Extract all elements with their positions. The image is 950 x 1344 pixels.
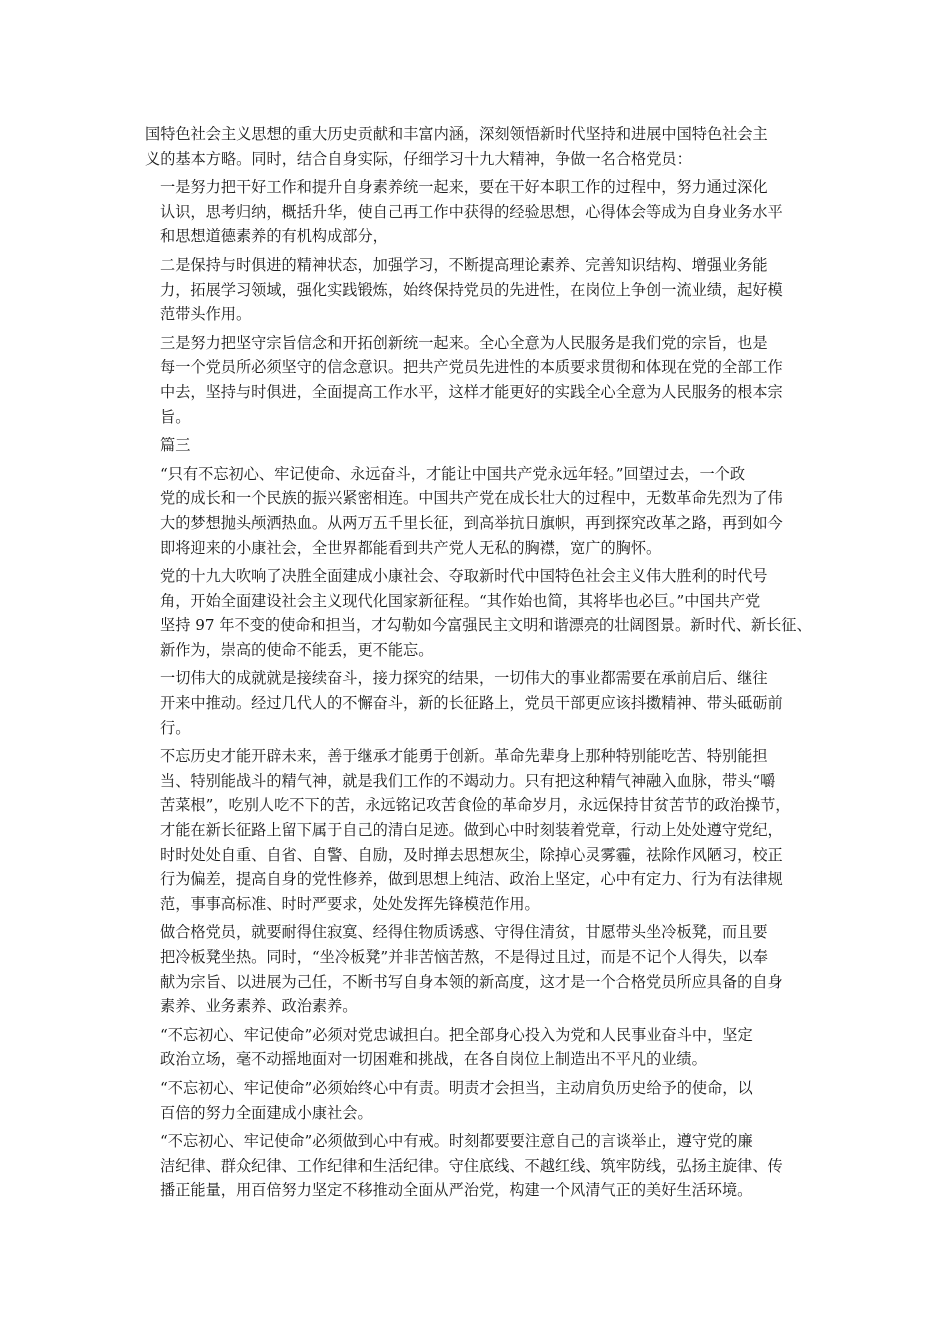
- text-line: 不忘历史才能开辟未来，善于继承才能勇于创新。革命先辈身上那种特别能吃苦、特别能担: [160, 747, 768, 766]
- text-line: “不忘初心、牢记使命”必须对党忠诚担白。把全部身心投入为党和人民事业奋斗中，坚定: [160, 1025, 753, 1044]
- paragraph: [145, 122, 817, 171]
- text-line: 党的十九大吹响了决胜全面建成小康社会、夺取新时代中国特色社会主义伟大胜利的时代号: [160, 567, 768, 586]
- paragraph: [145, 175, 817, 249]
- text-line: 开来中推动。经过几代人的不懈奋斗，新的长征路上，党员干部更应该抖擞精神、带头砥砺前: [160, 694, 783, 713]
- text-line: 做合格党员，就要耐得住寂寞、经得住物质诱惑、守得住清贫，甘愿带头坐冷板凳，而且要: [160, 923, 768, 942]
- text-line: 二是保持与时俱进的精神状态，加强学习，不断提高理论素养、完善知识结构、增强业务能: [160, 255, 768, 274]
- paragraph: [145, 920, 817, 1018]
- text-line: 当、特别能战斗的精气神，就是我们工作的不竭动力。只有把这种精气神融入血脉，带头“嚼: [160, 771, 776, 790]
- text-line: 苦菜根”，吃别人吃不下的苦，永远铭记攻苦食俭的革命岁月，永远保持甘贫苦节的政治操节，: [160, 796, 791, 815]
- text-line: 行。: [160, 718, 191, 737]
- document-body: [145, 122, 817, 1207]
- text-line: 认识，思考归纳，概括升华，使自己再工作中获得的经验思想，心得体会等成为自身业务水平: [160, 202, 783, 221]
- text-line: 角，开始全面建设社会主义现代化国家新征程。“其作始也简，其将毕也必巨。”中国共产党: [160, 591, 761, 610]
- paragraph: [145, 1129, 817, 1203]
- text-line: 中去，坚持与时俱进，全面提高工作水平，这样才能更好的实践全心全意为人民服务的根本宗: [160, 382, 783, 401]
- text-line: 旨。: [160, 407, 191, 426]
- paragraph: [145, 744, 817, 916]
- text-line: 范带头作用。: [160, 305, 252, 324]
- text-line: 义的基本方略。同时，结合自身实际，仔细学习十九大精神，争做一名合格党员：: [145, 149, 692, 168]
- text-line: “不忘初心、牢记使命”必须做到心中有戒。时刻都要要注意自己的言谈举止，遵守党的廉: [160, 1132, 753, 1151]
- text-line: 百倍的努力全面建成小康社会。: [160, 1103, 373, 1122]
- text-line: 三是努力把坚守宗旨信念和开拓创新统一起来。全心全意为人民服务是我们党的宗旨，也是: [160, 333, 768, 352]
- text-line: 党的成长和一个民族的振兴紧密相连。中国共产党在成长壮大的过程中，无数革命先烈为了伟: [160, 489, 783, 508]
- text-line: 行为偏差，提高自身的党性修养，做到思想上纯洁、政治上坚定，心中有定力、行为有法律规: [160, 870, 783, 889]
- paragraph: [145, 564, 817, 662]
- text-line: 坚持 97 年不变的使命和担当，才勾勒如今富强民主文明和谐漂亮的壮阔图景。新时代、新长征、: [160, 616, 812, 635]
- text-line: 国特色社会主义思想的重大历史贡献和丰富内涵，深刻领悟新时代坚持和进展中国特色社会主: [145, 125, 768, 143]
- text-line: 即将迎来的小康社会，全世界都能看到共产党人无私的胸襟，宽广的胸怀。: [160, 538, 662, 557]
- paragraph: [145, 253, 817, 327]
- text-line: 一切伟大的成就就是接续奋斗，接力探究的结果，一切伟大的事业都需要在承前启后、继往: [160, 669, 768, 688]
- text-line: 新作为，崇高的使命不能丢，更不能忘。: [160, 640, 434, 659]
- text-line: 大的梦想抛头颅洒热血。从两万五千里长征，到高举抗日旗帜，再到探究改革之路，再到如今: [160, 513, 783, 532]
- text-line: 素养、业务素养、政治素养。: [160, 997, 358, 1016]
- text-line: 播正能量，用百倍努力坚定不移推动全面从严治党，构建一个风清气正的美好生活环境。: [160, 1181, 753, 1200]
- text-line: 范，事事高标准、时时严要求，处处发挥先锋模范作用。: [160, 894, 540, 913]
- paragraph: [145, 331, 817, 429]
- text-line: 篇三: [160, 436, 191, 455]
- text-line: 把冷板凳坐热。同时，“坐冷板凳”并非苦恼苦熬，不是得过且过，而是不记个人得失，以奉: [160, 948, 768, 966]
- text-line: 洁纪律、群众纪律、工作纪律和生活纪律。守住底线、不越红线、筑牢防线，弘扬主旋律、传: [160, 1156, 783, 1175]
- text-line: 献为宗旨、以进展为己任，不断书写自身本领的新高度，这才是一个合格党员所应具备的自身: [160, 972, 783, 991]
- paragraph: [145, 433, 817, 458]
- text-line: 和思想道德素养的有机构成部分，: [160, 227, 388, 246]
- text-line: “不忘初心、牢记使命”必须始终心中有责。明责才会担当，主动肩负历史给予的使命，以: [160, 1078, 753, 1097]
- text-line: “只有不忘初心、牢记使命、永远奋斗，才能让中国共产党永远年轻。”回望过去，一个政: [160, 464, 746, 483]
- paragraph: [145, 666, 817, 740]
- text-line: 政治立场，毫不动摇地面对一切困难和挑战，在各自岗位上制造出不平凡的业绩。: [160, 1050, 707, 1069]
- text-line: 一是努力把干好工作和提升自身素养统一起来，要在干好本职工作的过程中，努力通过深化: [160, 178, 768, 197]
- text-line: 力，拓展学习领域，强化实践锻炼，始终保持党员的先进性，在岗位上争创一流业绩，起好模: [160, 280, 783, 299]
- paragraph: [145, 462, 817, 560]
- paragraph: [145, 1076, 817, 1125]
- text-line: 每一个党员所必须坚守的信念意识。把共产党员先进性的本质要求贯彻和体现在党的全部工作: [160, 358, 783, 377]
- text-line: 时时处处自重、自省、自警、自励，及时掸去思想灰尘，除掉心灵雾霾，祛除作风陋习，校正: [160, 845, 783, 864]
- text-line: 才能在新长征路上留下属于自己的清白足迹。做到心中时刻装着党章，行动上处处遵守党纪，: [160, 821, 783, 840]
- paragraph: [145, 1023, 817, 1072]
